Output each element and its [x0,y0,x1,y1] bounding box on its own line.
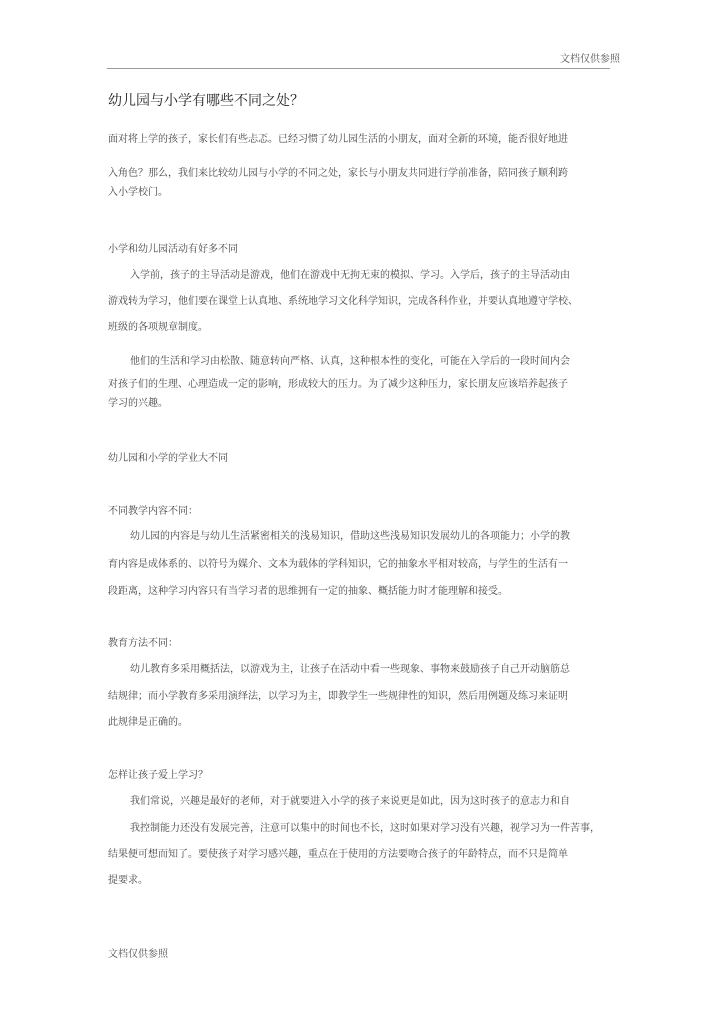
header-rule [107,68,610,69]
sub-heading: 怎样让孩子爱上学习？ [108,770,208,781]
document-title: 幼儿园与小学有哪些不同之处？ [108,93,304,109]
paragraph-line: 结规律；而小学教育多采用演绎法，以学习为主，即教学生一些规律性的知识，然后用例题及练习来证明 [108,691,568,702]
section-heading: 幼儿园和小学的学业大不同 [108,453,228,464]
paragraph-line: 对孩子们的生理、心理造成一定的影响，形成较大的压力。为了减少这种压力，家长朋友应该培养起孩子 [108,379,568,390]
sub-heading: 教育方法不同： [108,638,178,649]
paragraph-line: 面对将上学的孩子，家长们有些忐忑。已经习惯了幼儿园生活的小朋友，面对全新的环境，能否很好地进 [108,134,568,145]
paragraph-line: 他们的生活和学习由松散、随意转向严格、认真，这种根本性的变化，可能在入学后的一段时间内会 [130,356,570,367]
sub-heading: 不同教学内容不同： [108,506,198,517]
paragraph-line: 游戏转为学习，他们要在课堂上认真地、系统地学习文化科学知识，完成各科作业，并要认真地遵守学校、 [108,296,578,307]
paragraph-line: 段距离，这种学习内容只有当学习者的思维拥有一定的抽象、概括能力时才能理解和接受。 [108,586,508,597]
paragraph-line: 班级的各项规章制度。 [108,322,208,333]
paragraph-line: 提要求。 [108,875,148,886]
paragraph-line: 学习的兴趣。 [108,398,168,409]
page-header: 文档仅供参照 [560,54,620,65]
page-footer: 文档仅供参照 [108,949,168,960]
paragraph-line: 我们常说，兴趣是最好的老师，对于就要进入小学的孩子来说更是如此，因为这时孩子的意志力和自 [130,796,570,807]
paragraph-line: 育内容是成体系的、以符号为媒介、文本为载体的学科知识，它的抽象水平相对较高，与学生的生活有一 [108,559,568,570]
paragraph-line: 入角色？那么，我们来比较幼儿园与小学的不同之处，家长与小朋友共同进行学前准备，陪同孩子顺利跨 [108,168,568,179]
paragraph-line: 入学前，孩子的主导活动是游戏，他们在游戏中无拘无束的模拟、学习。入学后，孩子的主导活动由 [130,270,570,281]
paragraph-line: 我控制能力还没有发展完善，注意可以集中的时间也不长，这时如果对学习没有兴趣，视学习为一件苦事， [130,823,600,834]
paragraph-line: 此规律是正确的。 [108,717,188,728]
paragraph-line: 结果便可想而知了。要使孩子对学习感兴趣，重点在于使用的方法要吻合孩子的年龄特点，而不只是简单 [108,849,568,860]
section-heading: 小学和幼儿园活动有好多不同 [108,244,238,255]
paragraph-line: 幼儿园的内容是与幼儿生活紧密相关的浅易知识，借助这些浅易知识发展幼儿的各项能力；小学的教 [130,531,570,542]
paragraph-line: 幼儿教育多采用概括法，以游戏为主，让孩子在活动中看一些现象、事物来鼓励孩子自己开动脑筋总 [130,664,570,675]
paragraph-line: 入小学校门。 [108,187,168,198]
